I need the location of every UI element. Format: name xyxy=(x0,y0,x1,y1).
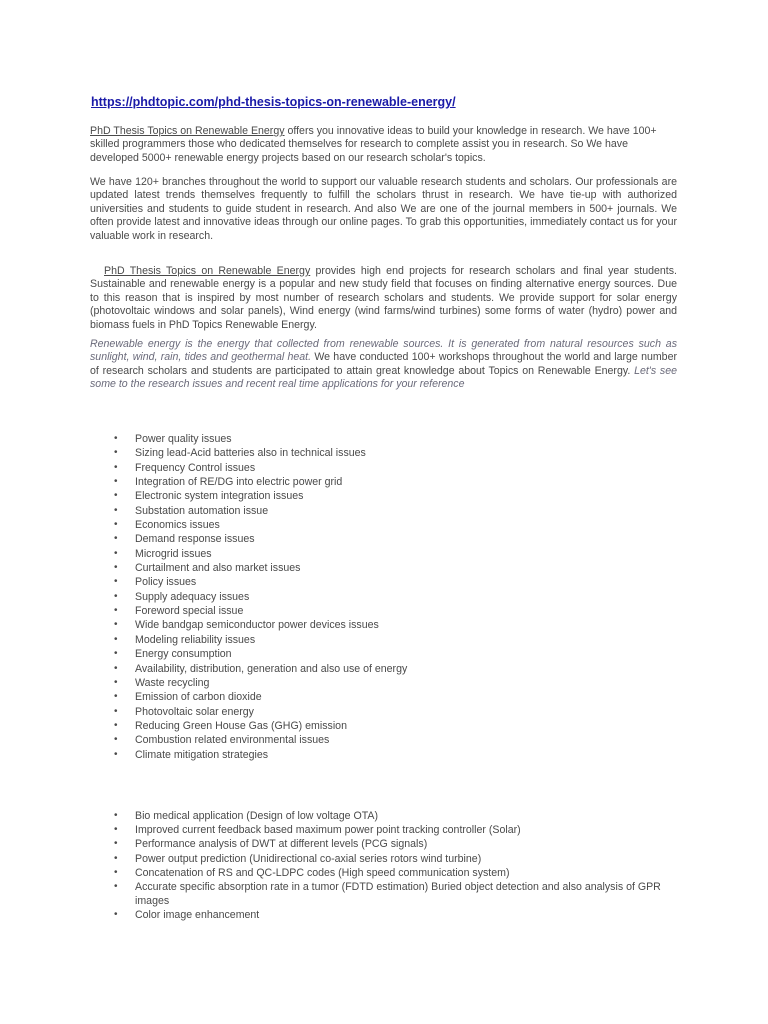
list-item-text: Supply adequacy issues xyxy=(135,590,250,603)
branches-paragraph xyxy=(90,176,677,243)
list-item xyxy=(105,733,680,747)
list-item-text: Wide bandgap semiconductor power devices issues xyxy=(135,619,379,632)
list-item xyxy=(105,866,680,880)
bullet-icon: • xyxy=(114,662,118,674)
list-item xyxy=(105,475,680,489)
list-item xyxy=(105,748,680,762)
list-item xyxy=(105,604,680,618)
bullet-icon: • xyxy=(114,866,118,878)
list-item xyxy=(105,489,680,503)
list-item xyxy=(105,461,680,475)
list-item-text: Foreword special issue xyxy=(135,605,244,618)
list-item-text: Combustion related environmental issues xyxy=(135,734,330,747)
bullet-icon: • xyxy=(114,705,118,717)
definition-italic-text: Renewable energy is the energy that collected from renewable sources. It is generated from natural resources such as sunlight, wind, rain, tides and geothermal heat. xyxy=(90,338,677,364)
list-item-text: Concatenation of RS and QC-LDPC codes (High speed communication system) xyxy=(135,866,510,879)
thesis-topics-link-2[interactable]: PhD Thesis Topics on Renewable Energy xyxy=(104,265,311,277)
list-item-text: Sizing lead-Acid batteries also in technical issues xyxy=(135,447,366,460)
list-item-text: Performance analysis of DWT at different levels (PCG signals) xyxy=(135,838,428,851)
list-item-text: Policy issues xyxy=(135,576,197,589)
list-item-text: Electronic system integration issues xyxy=(135,490,304,503)
list-item xyxy=(105,837,680,851)
branches-text: We have 120+ branches throughout the world to support our valuable research students and scholars. Our professionals are updated latest trends themselves frequently to fulfill the scholars thrust in research. We have tie-up with authorized universities and students to guide student in research. And also We are one of the journal members in 500+ journals. We often provide latest and innovative ideas through our online pages. To grab this opportunities, immediately contact us for your valuable work in research. xyxy=(90,176,677,242)
list-item-text: Demand response issues xyxy=(135,533,255,546)
bullet-icon: • xyxy=(114,748,118,760)
reference-italic-text: Let's see some to the research issues and recent real time applications for your reference xyxy=(90,364,677,391)
intro-text: offers you innovative ideas to build your knowledge in research. We have 100+ skilled programmers those who dedicated themselves for research to complete assist you in research. So We have developed 5000+ renewable energy projects based on our research scholar's topics. xyxy=(90,125,657,164)
list-item-text: Emission of carbon dioxide xyxy=(135,691,262,704)
list-item-text: Accurate specific absorption rate in a tumor (FDTD estimation) Buried object detection and also analysis of GPR images xyxy=(135,881,661,908)
definition-paragraph xyxy=(90,338,677,392)
source-url-link[interactable]: https://phdtopic.com/phd-thesis-topics-on-renewable-energy/ xyxy=(91,95,456,109)
list-item xyxy=(105,446,680,460)
list-item xyxy=(105,908,680,922)
bullet-icon: • xyxy=(114,576,118,588)
list-item-text: Curtailment and also market issues xyxy=(135,562,301,575)
list-item-text: Improved current feedback based maximum power point tracking controller (Solar) xyxy=(135,824,521,837)
list-item xyxy=(105,719,680,733)
list-item xyxy=(105,705,680,719)
list-item xyxy=(105,809,680,823)
list-item xyxy=(105,647,680,661)
bullet-icon: • xyxy=(114,734,118,746)
list-item xyxy=(105,852,680,866)
list-item xyxy=(105,690,680,704)
thesis-topics-link[interactable]: PhD Thesis Topics on Renewable Energy xyxy=(90,125,285,137)
bullet-icon: • xyxy=(114,476,118,488)
list-item xyxy=(105,432,680,446)
list-item xyxy=(105,504,680,518)
list-item xyxy=(105,618,680,632)
list-item xyxy=(105,547,680,561)
bullet-icon: • xyxy=(114,490,118,502)
list-item-text: Integration of RE/DG into electric power grid xyxy=(135,476,343,489)
bullet-icon: • xyxy=(114,619,118,631)
research-issues-list xyxy=(105,432,680,762)
bullet-icon: • xyxy=(114,633,118,645)
intro-paragraph xyxy=(90,125,677,165)
list-item xyxy=(105,518,680,532)
list-item-text: Availability, distribution, generation and also use of energy xyxy=(135,662,408,675)
list-item-text: Climate mitigation strategies xyxy=(135,748,269,761)
list-item-text: Microgrid issues xyxy=(135,547,212,560)
list-item xyxy=(105,662,680,676)
list-item-text: Economics issues xyxy=(135,519,220,532)
list-item-text: Modeling reliability issues xyxy=(135,633,256,646)
bullet-icon: • xyxy=(114,676,118,688)
bullet-icon: • xyxy=(114,648,118,660)
list-item xyxy=(105,590,680,604)
bullet-icon: • xyxy=(114,562,118,574)
bullet-icon: • xyxy=(114,810,118,821)
bullet-icon: • xyxy=(114,824,118,836)
bullet-icon: • xyxy=(114,605,118,617)
bullet-icon: • xyxy=(114,909,118,921)
list-item xyxy=(105,575,680,589)
bullet-icon: • xyxy=(114,838,118,850)
list-item xyxy=(105,823,680,837)
bullet-icon: • xyxy=(114,547,118,559)
bullet-icon: • xyxy=(114,719,118,731)
applications-list xyxy=(105,809,680,923)
bullet-icon: • xyxy=(114,447,118,459)
list-item-text: Photovoltaic solar energy xyxy=(135,705,254,718)
list-item-text: Frequency Control issues xyxy=(135,461,256,474)
list-item-text: Substation automation issue xyxy=(135,504,269,517)
projects-paragraph xyxy=(90,265,677,332)
bullet-icon: • xyxy=(114,852,118,864)
bullet-icon: • xyxy=(114,691,118,703)
bullet-icon: • xyxy=(114,881,118,893)
list-item-text: Bio medical application (Design of low voltage OTA) xyxy=(135,810,378,822)
bullet-icon: • xyxy=(114,461,118,473)
list-item-text: Energy consumption xyxy=(135,648,232,661)
bullet-icon: • xyxy=(114,504,118,516)
list-item-text: Color image enhancement xyxy=(135,909,260,922)
list-item xyxy=(105,532,680,546)
bullet-icon: • xyxy=(114,533,118,545)
list-item xyxy=(105,633,680,647)
projects-text: provides high end projects for research scholars and final year students. Sustainable and renewable energy is a popular and new study field that focuses on finding alternative energy sources. Due to this reason that is inspired by most number of research scholars and students. We provide support for solar energy (photovoltaic windows and solar panels), Wind energy (wind farms/wind turbines) some forms of water (hydro) power and biomass fuels in PhD Topics Renewable Energy. xyxy=(90,265,677,331)
list-item-text: Power output prediction (Unidirectional co-axial series rotors wind turbine) xyxy=(135,852,482,865)
list-item-text: Power quality issues xyxy=(135,433,232,445)
list-item xyxy=(105,880,680,908)
list-item xyxy=(105,676,680,690)
list-item-text: Waste recycling xyxy=(135,676,210,689)
bullet-icon: • xyxy=(114,433,118,444)
list-item xyxy=(105,561,680,575)
list-item-text: Reducing Green House Gas (GHG) emission xyxy=(135,719,347,732)
workshops-text: We have conducted 100+ workshops throughout the world and large number of research scholars and students are participated to attain great knowledge about Topics on Renewable Energy. xyxy=(90,351,677,377)
bullet-icon: • xyxy=(114,519,118,531)
bullet-icon: • xyxy=(114,590,118,602)
